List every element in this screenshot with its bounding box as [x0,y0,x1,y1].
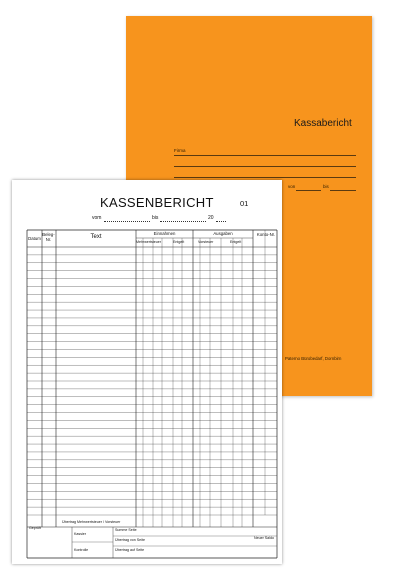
cover-firma-line-2 [174,166,356,167]
footer-uebertrag-auf-seite: Übertrag auf Seite [115,548,145,552]
cover-von-label: von [288,184,296,189]
col-header-konto-nr: Konto-Nr. [256,232,276,237]
grid-lines [27,230,277,558]
form-vom-label: vom [92,215,102,221]
footer-neuer-saldo: Neuer Saldo [254,536,274,540]
form-sheet [12,180,282,564]
cover-publisher: Paterno Bürobedarf, Dornbirn [285,356,342,361]
form-year-prefix: 20 [208,215,214,221]
footer-kassier: Kassier [74,532,86,536]
col-header-datum: Datum [28,236,41,241]
footer-kontrolle: Kontrolle [74,548,89,552]
cover-title: Kassabericht [294,118,352,129]
cover-von-line [296,190,321,191]
footer-geprueft: Geprüft [29,526,41,530]
col-header-beleg-nr: Beleg-Nr. [42,232,55,242]
form-bis-label: bis [152,215,159,221]
col-header-ausgaben-entgelt: Entgelt [230,240,242,244]
col-header-ausgaben-vorsteuer: Vorsteuer [198,240,214,244]
col-header-einnahmen-entgelt: Entgelt [173,240,185,244]
col-header-einnahmen: Einnahmen [153,231,176,236]
cover-firma-label: Firma [174,148,186,153]
cover-bis-label: bis [323,184,329,189]
cover-bis-line [330,190,356,191]
form-number: 01 [240,199,249,208]
footer-uebertrag-von-seite: Übertrag von Seite [115,538,145,542]
footer-mwst-row: Übertrag Mehrwertsteuer / Vorsteuer [62,520,121,524]
footer-summe-seite: Summe Seite [115,528,137,532]
cover-firma-line-1 [174,155,356,156]
cover-firma-line-3 [174,177,356,178]
col-header-text: Text [90,234,102,240]
col-header-ausgaben: Ausgaben [213,231,233,236]
col-header-einnahmen-mwst: Mehrwertsteuer [136,240,161,244]
form-title: KASSENBERICHT [100,195,214,210]
